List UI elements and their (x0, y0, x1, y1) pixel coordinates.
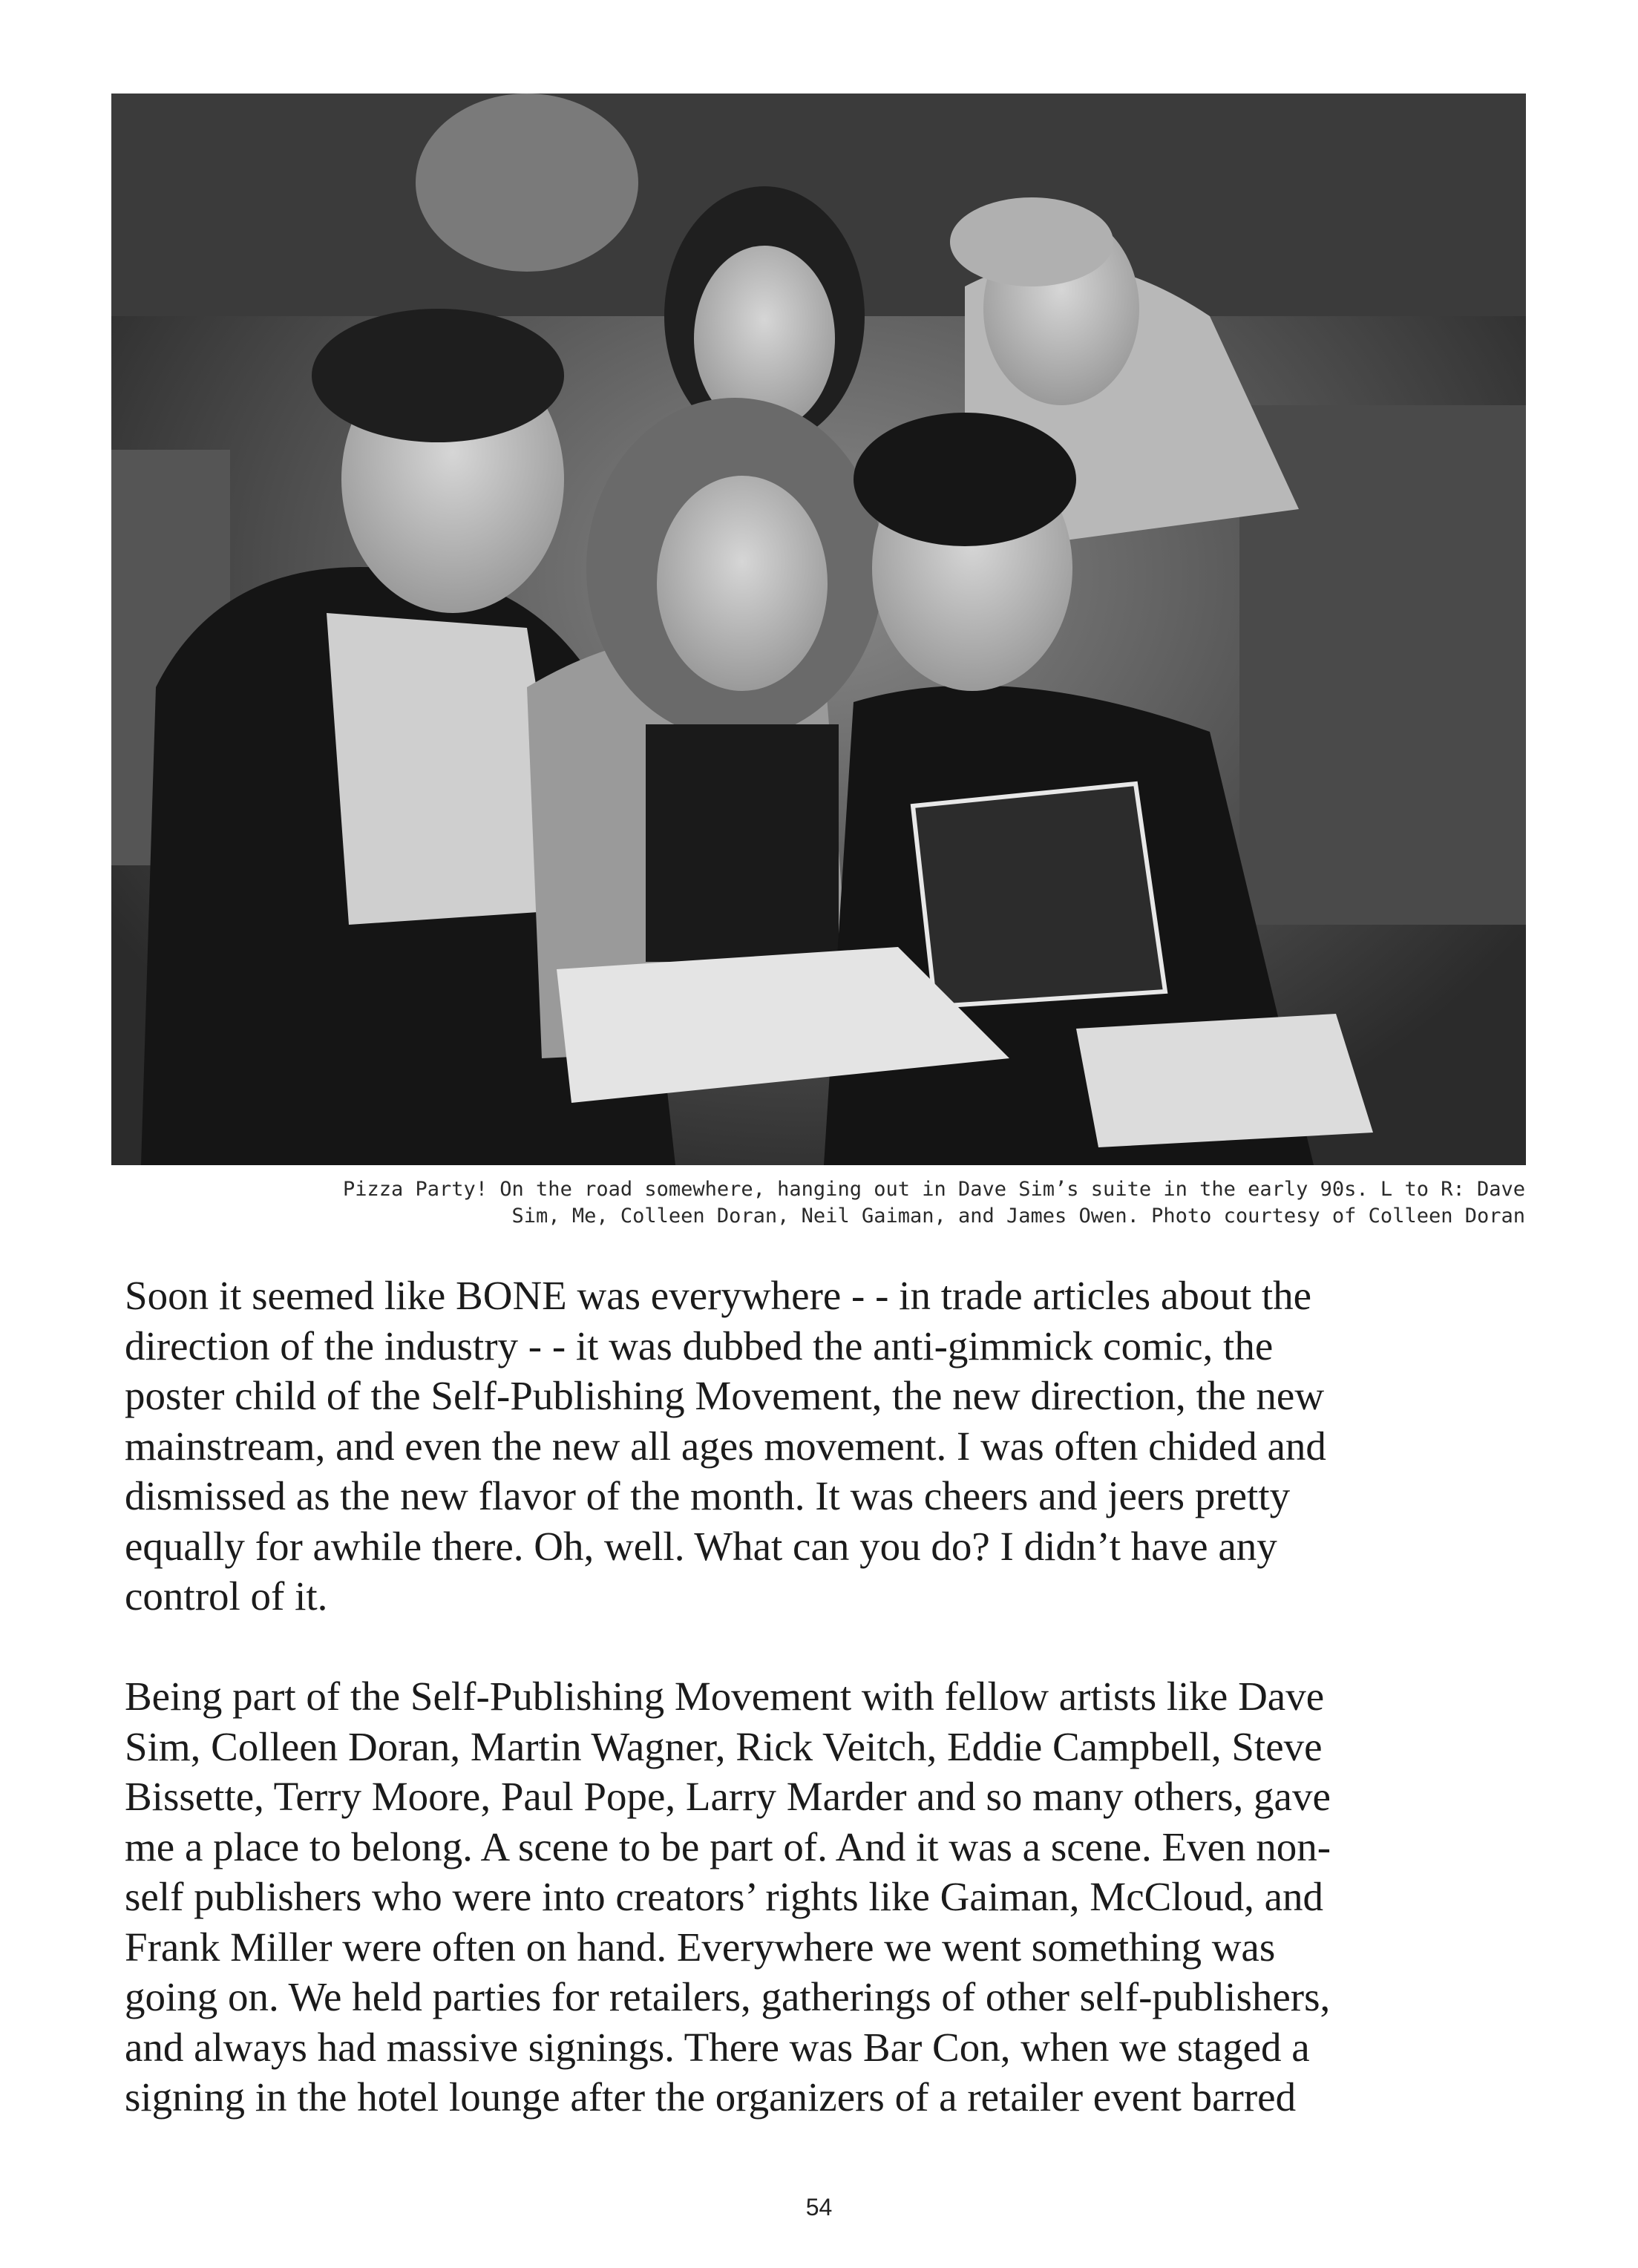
text-line: direction of the industry - - it was dubbed the anti-gimmick comic, the (125, 1323, 1274, 1369)
paragraph (125, 1671, 1527, 2123)
text-line: going on. We held parties for retailers, gatherings of other self-publishers, (125, 1974, 1331, 2019)
text-line: signing in the hotel lounge after the organizers of a retailer event barred (125, 2074, 1297, 2120)
page-number: 54 (805, 2194, 833, 2221)
text-line: Soon it seemed like BONE was everywhere - - in trade articles about the (125, 1273, 1312, 1318)
group-photo-image (111, 94, 1526, 1165)
text-line: dismissed as the new flavor of the month. It was cheers and jeers pretty (125, 1473, 1291, 1518)
text-line: self publishers who were into creators’ rights like Gaiman, McCloud, and (125, 1874, 1323, 1919)
text-line: and always had massive signings. There was Bar Con, when we staged a (125, 2024, 1310, 2070)
text-line: mainstream, and even the new all ages movement. I was often chided and (125, 1423, 1326, 1469)
caption-line: Sim, Me, Colleen Doran, Neil Gaiman, and James Owen. Photo courtesy of Colleen Doran (511, 1205, 1525, 1228)
text-line: Sim, Colleen Doran, Martin Wagner, Rick Veitch, Eddie Campbell, Steve (125, 1723, 1323, 1769)
text-line: control of it. (125, 1573, 328, 1619)
paragraph (125, 1271, 1527, 1622)
body-text (125, 1271, 1527, 2123)
text-line: me a place to belong. A scene to be part of. And it was a scene. Even non- (125, 1823, 1331, 1869)
caption-line: Pizza Party! On the road somewhere, hanging out in Dave Sim’s suite in the early 90s. L to R: Dave (342, 1178, 1525, 1201)
text-line: Bissette, Terry Moore, Paul Pope, Larry Marder and so many others, gave (125, 1774, 1331, 1819)
group-photo (111, 94, 1526, 1165)
text-line: Being part of the Self-Publishing Movement with fellow artists like Dave (125, 1674, 1325, 1719)
text-line: poster child of the Self-Publishing Movement, the new direction, the new (125, 1373, 1325, 1418)
photo-caption (308, 1176, 1525, 1230)
text-line: Frank Miller were often on hand. Everywhere we went something was (125, 1924, 1276, 1970)
text-line: equally for awhile there. Oh, well. What can you do? I didn’t have any (125, 1523, 1277, 1569)
